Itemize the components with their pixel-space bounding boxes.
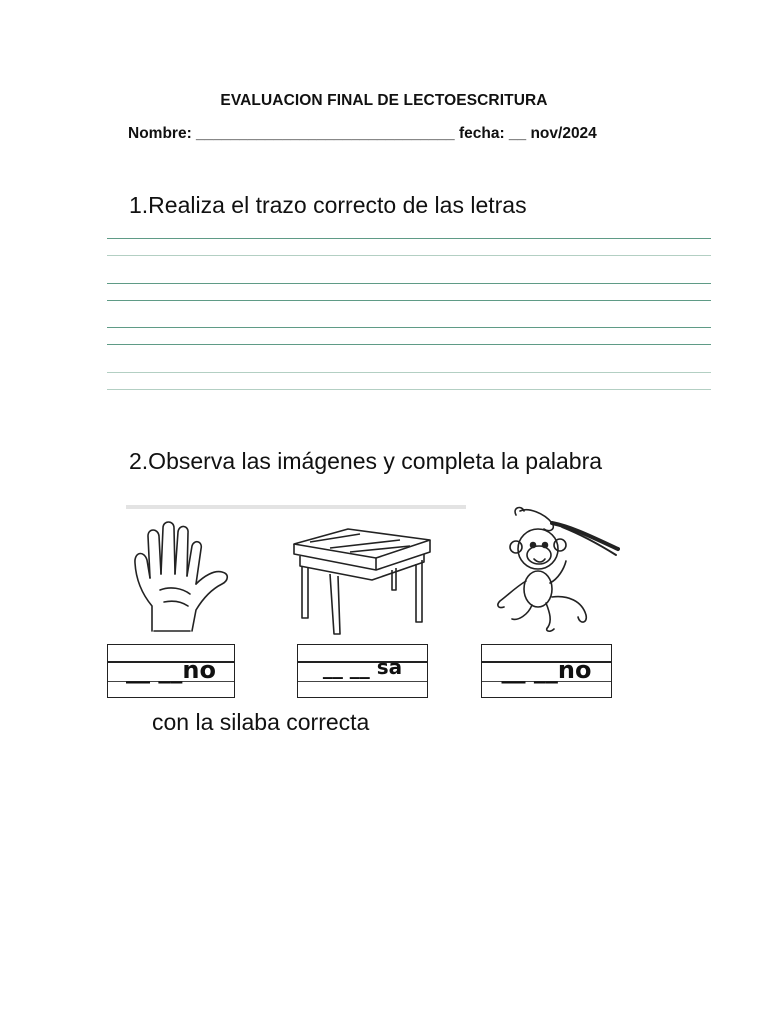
monkey-icon xyxy=(492,505,620,633)
word-blank: __ __no xyxy=(501,656,592,684)
scan-strip xyxy=(126,505,466,509)
word-blank: __ __ sa xyxy=(322,655,403,679)
guide-line xyxy=(107,327,711,328)
page-title: EVALUACION FINAL DE LECTOESCRITURA xyxy=(220,92,548,109)
question-1: 1.Realiza el trazo correcto de las letras xyxy=(129,192,527,218)
word-box-hand xyxy=(107,644,235,698)
guide-line xyxy=(107,300,711,301)
word-box-monkey xyxy=(481,644,612,698)
question-2: 2.Observa las imágenes y completa la palabra xyxy=(129,448,603,474)
guide-line xyxy=(107,238,711,239)
word-blank: __ __no xyxy=(126,656,216,684)
guide-line xyxy=(107,372,711,373)
guide-line xyxy=(107,283,711,284)
guide-line xyxy=(107,389,711,390)
guide-line xyxy=(107,255,711,256)
question-2-footer: con la silaba correcta xyxy=(152,709,370,735)
word-box-table xyxy=(297,644,428,698)
name-date-line: Nombre: ______________________________ fecha: __ nov/2024 xyxy=(128,125,597,142)
table-icon xyxy=(290,526,432,638)
hand-icon xyxy=(130,518,235,636)
guide-line xyxy=(107,344,711,345)
